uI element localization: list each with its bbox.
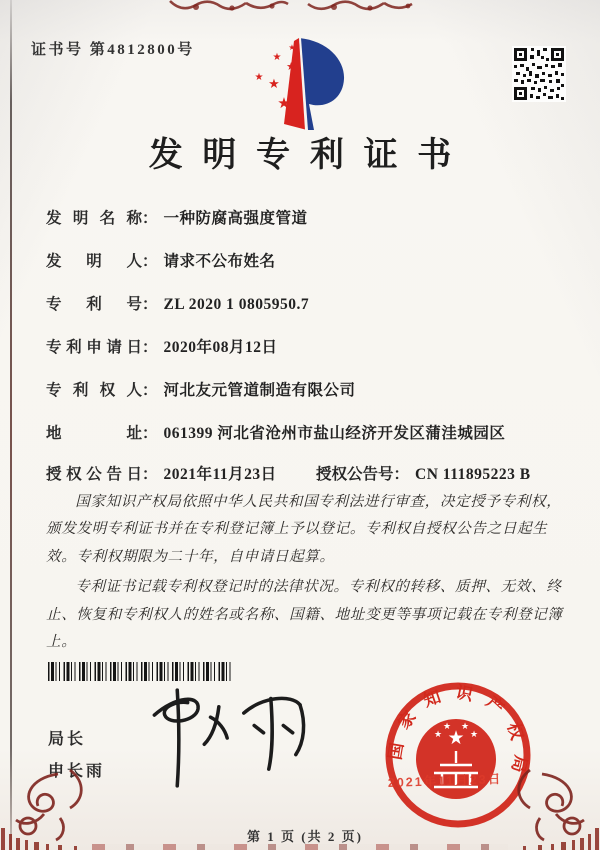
field-colon: ： [142,253,158,270]
svg-text:★: ★ [286,60,296,73]
field-colon: ： [393,466,410,483]
field-value: ZL 2020 1 0805950.7 [163,296,310,313]
field-invention-name [46,206,576,228]
svg-text:★: ★ [277,94,291,112]
bottom-left-ornament [0,766,96,850]
handwritten-signature-icon [138,686,308,790]
signer-title: 局长 [48,731,87,748]
field-filing-date [46,335,576,357]
bottom-edge-ornament [92,844,508,850]
field-label: 专利申请日 [46,339,142,356]
seal-date-text: 2021年11月23日 [387,772,503,790]
svg-text:★: ★ [268,77,280,92]
svg-text:★: ★ [272,52,282,63]
field-grant-date-row [46,462,576,484]
svg-text:★: ★ [288,43,296,52]
top-ornament-border [168,0,420,15]
cnipa-logo-icon [250,36,350,132]
svg-text:★: ★ [447,727,465,749]
svg-text:★: ★ [460,722,470,732]
field-value: 2021年11月23日 [163,466,277,483]
field-value: 一种防腐高强度管道 [163,210,308,227]
field-colon: ： [142,425,158,442]
field-grant-publication-number [316,462,531,484]
field-colon: ： [142,382,158,399]
qr-code-icon [512,46,566,102]
field-colon: ： [142,296,158,313]
legal-paragraph-1: 国家知识产权局依照中华人民共和国专利法进行审查，决定授予专利权，颁发发明专利证书并在专利登记簿上予以登记。专利权自授权公告之日起生效。专利权期限为二十年，自申请日起算。 [46,494,562,565]
field-label: 专利权人 [46,382,142,399]
certificate-title: 发明专利证书 [148,137,472,174]
field-label: 发明人 [46,253,142,270]
legal-text-block [46,489,566,660]
seal-arc-text: 国家知识产权局 [385,682,531,788]
field-value: 请求不公布姓名 [163,253,276,270]
field-inventor [46,249,576,271]
barcode-icon [48,662,234,681]
page-number: 第 1 页 (共 2 页) [247,829,363,844]
svg-text:★: ★ [433,730,443,740]
field-address [46,421,576,443]
certificate-number: 证书号 第4812800号 [31,42,195,58]
bottom-right-ornament [504,766,600,850]
field-colon: ： [142,210,158,227]
field-patentee [46,378,576,400]
field-label: 授权公告号 [316,466,394,483]
field-label: 授权公告日 [46,466,142,483]
field-label: 地址 [46,425,142,442]
svg-text:★: ★ [469,730,479,740]
field-value: 河北友元管道制造有限公司 [163,382,356,399]
field-patent-number [46,292,576,314]
field-value: CN 111895223 B [415,466,531,483]
field-colon: ： [142,466,158,483]
field-colon: ： [142,339,158,356]
legal-paragraph-2: 专利证书记载专利权登记时的法律状况。专利权的转移、质押、无效、终止、恢复和专利权人的姓名或名称、国籍、地址变更等事项记载在专利登记簿上。 [46,579,563,651]
svg-text:★: ★ [254,72,264,83]
svg-text:★: ★ [442,722,452,732]
signer-name: 申长雨 [48,763,106,780]
field-label: 专利号 [46,296,142,313]
field-value: 061399 河北省沧州市盐山经济开发区蒲洼城园区 [163,425,506,442]
field-value: 2020年08月12日 [163,339,278,356]
field-label: 发明名称 [46,210,142,227]
